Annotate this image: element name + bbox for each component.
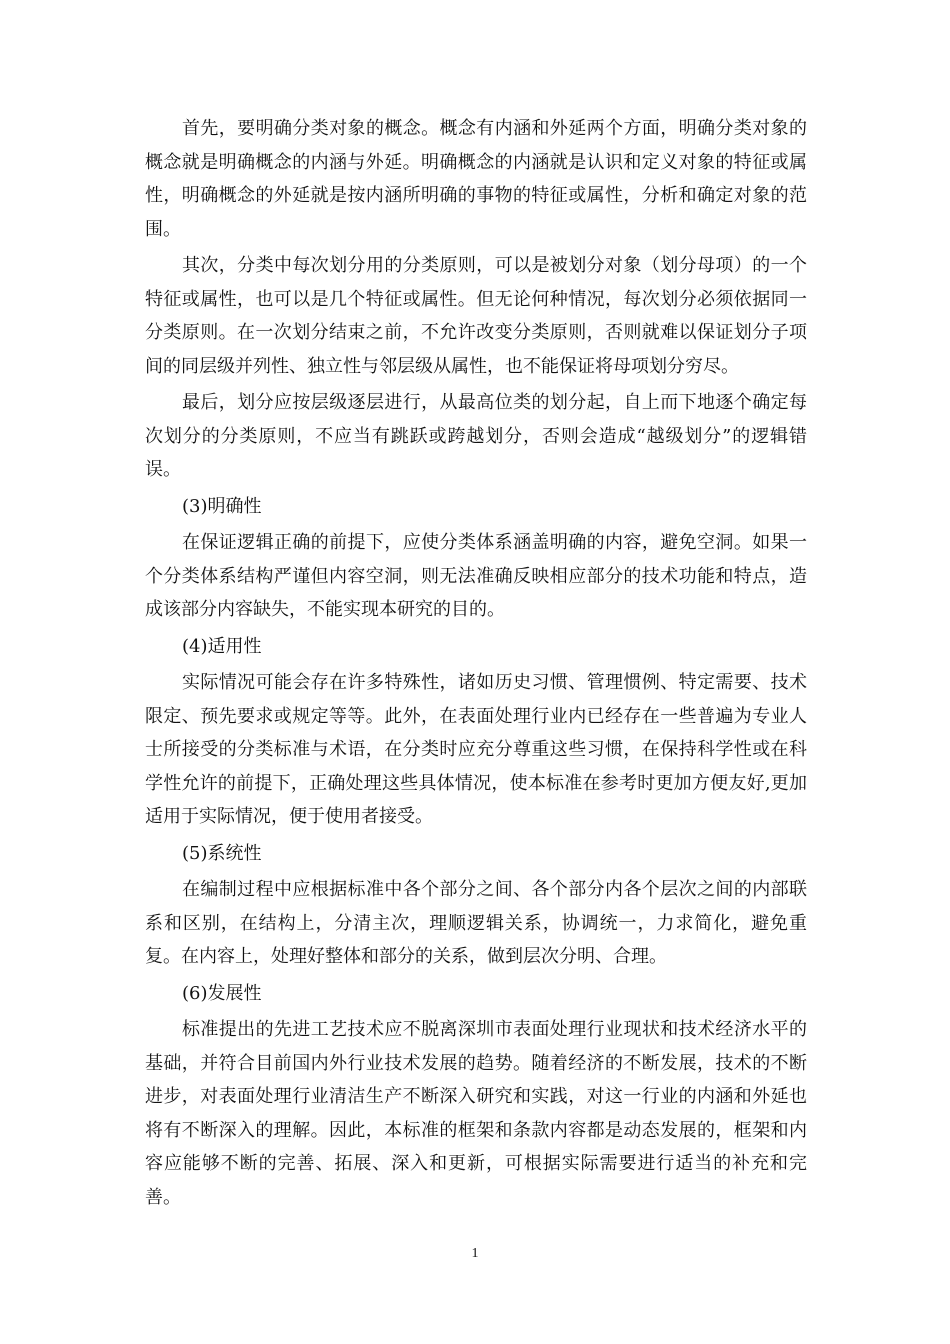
paragraph-development: 标准提出的先进工艺技术应不脱离深圳市表面处理行业现状和技术经济水平的基础，并符合目前国内外行业技术发展的趋势。随着经济的不断发展，技术的不断进步，对表面处理行业清洁生产不断深入研究和实践，对这一行业的内涵和外延也将有不断深入的理解。因此，本标准的框架和条款内容都是动态发展的，框架和内容应能够不断的完善、拓展、深入和更新，可根据实际需要进行适当的补充和完善。 [145,1019,807,1208]
section-heading-applicability: (4)适用性 [182,635,262,657]
paragraph-concept: 首先，要明确分类对象的概念。概念有内涵和外延两个方面，明确分类对象的概念就是明确概念的内涵与外延。明确概念的内涵就是认识和定义对象的特征或属性，明确概念的外延就是按内涵所明确的事物的特征或属性，分析和确定对象的范围。 [145,118,807,240]
section-heading-development: (6)发展性 [182,982,262,1004]
document-body [145,112,807,1217]
page-number: 1 [471,1246,479,1261]
paragraph-level-division: 最后，划分应按层级逐层进行，从最高位类的划分起，自上而下地逐个确定每次划分的分类原则，不应当有跳跃或跨越划分，否则会造成“越级划分”的逻辑错误。 [145,392,807,480]
section-heading-clarity: (3)明确性 [182,495,262,517]
paragraph-systematic: 在编制过程中应根据标准中各个部分之间、各个部分内各个层次之间的内部联系和区别，在结构上，分清主次，理顺逻辑关系，协调统一，力求简化，避免重复。在内容上，处理好整体和部分的关系，做到层次分明、合理。 [145,879,807,967]
paragraph-clarity: 在保证逻辑正确的前提下，应使分类体系涵盖明确的内容，避免空洞。如果一个分类体系结构严谨但内容空洞，则无法准确反映相应部分的技术功能和特点，造成该部分内容缺失，不能实现本研究的目的。 [145,532,807,620]
section-heading-systematic: (5)系统性 [182,842,262,864]
paragraph-classification-principle: 其次，分类中每次划分用的分类原则，可以是被划分对象（划分母项）的一个特征或属性，也可以是几个特征或属性。但无论何种情况，每次划分必须依据同一分类原则。在一次划分结束之前，不允许改变分类原则，否则就难以保证划分子项间的同层级并列性、独立性与邻层级从属性，也不能保证将母项划分穷尽。 [145,255,807,377]
paragraph-applicability: 实际情况可能会存在许多特殊性，诸如历史习惯、管理惯例、特定需要、技术限定、预先要求或规定等等。此外，在表面处理行业内已经存在一些普遍为专业人士所接受的分类标准与术语，在分类时应充分尊重这些习惯，在保持科学性或在科学性允许的前提下，正确处理这些具体情况，使本标准在参考时更加方便友好,更加适用于实际情况，便于使用者接受。 [145,672,807,827]
